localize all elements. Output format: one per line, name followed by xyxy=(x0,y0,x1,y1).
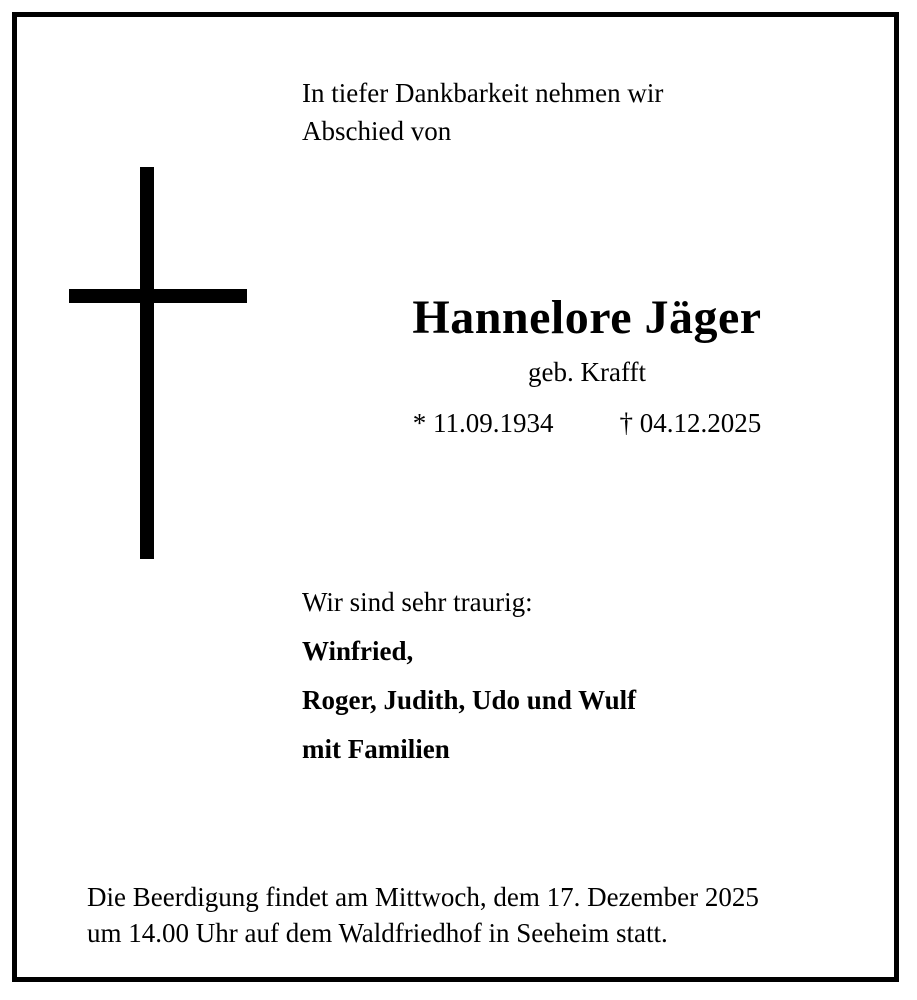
birth-date: * 11.09.1934 xyxy=(412,407,554,438)
cross-horizontal-bar xyxy=(69,289,247,303)
christian-cross-icon xyxy=(62,167,252,567)
deceased-name: Hannelore Jäger xyxy=(412,291,762,344)
funeral-details xyxy=(87,879,887,952)
mourners-lead: Wir sind sehr traurig: xyxy=(302,587,533,617)
mourners-block xyxy=(302,589,902,763)
funeral-line-1: Die Beerdigung findet am Mittwoch, dem 17. Dezember 2025 xyxy=(87,882,759,912)
deceased-name-block xyxy=(287,292,887,439)
mourners-line-3: mit Familien xyxy=(302,734,450,764)
maiden-name: geb. Krafft xyxy=(528,356,646,387)
notice-inner xyxy=(17,17,894,977)
intro-text xyxy=(302,74,862,151)
obituary-notice xyxy=(12,12,899,982)
death-date: † 04.12.2025 xyxy=(619,407,762,438)
intro-line-2: Abschied von xyxy=(302,116,452,147)
mourners-line-2: Roger, Judith, Udo und Wulf xyxy=(302,685,637,715)
funeral-line-2: um 14.00 Uhr auf dem Waldfriedhof in Seeheim statt. xyxy=(87,918,668,949)
mourners-line-1: Winfried, xyxy=(302,636,414,666)
life-dates xyxy=(287,408,887,439)
intro-line-1: In tiefer Dankbarkeit nehmen wir xyxy=(302,78,664,108)
cross-vertical-bar xyxy=(140,167,154,559)
